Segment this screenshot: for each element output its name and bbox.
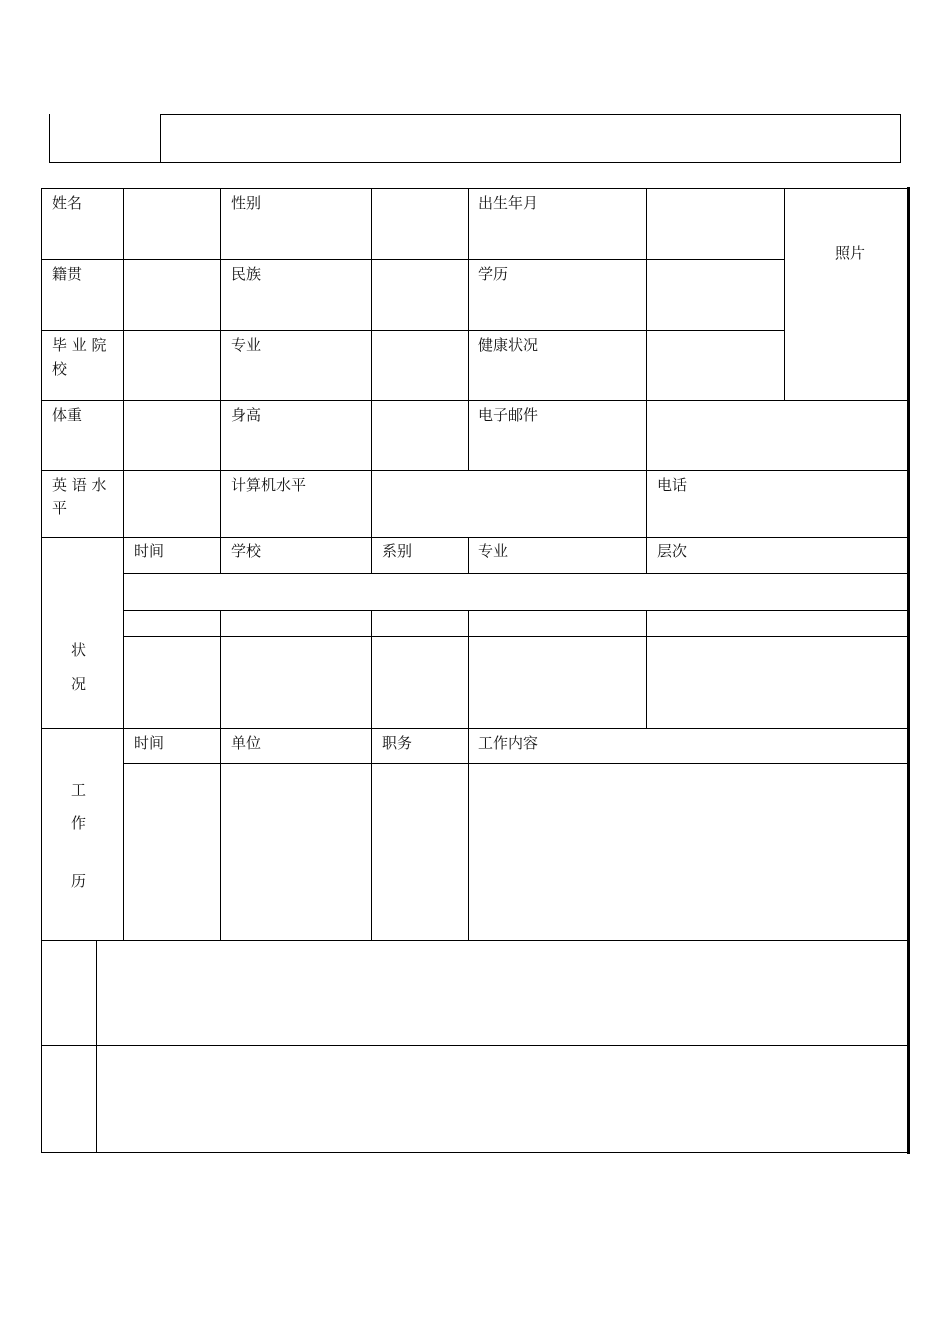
vline-edu-e2 <box>646 610 647 729</box>
work-header-unit: 单位 <box>231 734 262 752</box>
edu-header-level: 层次 <box>657 542 688 560</box>
edu-header-dept: 系别 <box>382 542 413 560</box>
vline-edu-b2 <box>220 610 221 729</box>
label-native-place: 籍贯 <box>52 265 83 283</box>
rule-work-bottom <box>41 940 908 941</box>
vline-edu-d2 <box>468 610 469 729</box>
label-weight: 体重 <box>52 406 83 424</box>
work-header-content: 工作内容 <box>478 734 539 752</box>
header-bottom-border <box>49 162 901 163</box>
label-major: 专业 <box>231 336 262 354</box>
edu-side-label-2: 况 <box>71 675 87 693</box>
header-right-border <box>900 114 901 163</box>
work-side-label-3: 历 <box>71 872 87 890</box>
rule-bottom-sep <box>41 1045 908 1046</box>
vline-edu-a <box>123 537 124 729</box>
edu-header-major: 专业 <box>478 542 509 560</box>
form-bottom-border <box>41 1152 908 1153</box>
label-education: 学历 <box>478 265 509 283</box>
rule-edu-merged <box>123 610 908 611</box>
form-left-border <box>41 188 42 1153</box>
rule-work-header <box>123 763 908 764</box>
vline-work-b <box>220 728 221 941</box>
label-name: 姓名 <box>52 194 83 212</box>
label-ethnicity: 民族 <box>231 265 262 283</box>
vline-row5-c <box>371 470 372 538</box>
header-top-border <box>160 114 901 115</box>
work-header-position: 职务 <box>382 734 413 752</box>
vline-a-top <box>123 188 124 538</box>
vline-photo <box>784 188 785 401</box>
rule-row4 <box>41 470 908 471</box>
edu-header-time: 时间 <box>134 542 165 560</box>
rule-row5 <box>41 537 908 538</box>
label-photo: 照片 <box>835 244 866 262</box>
header-divider <box>160 114 161 163</box>
vline-row5-e <box>646 470 647 538</box>
rule-edu-header <box>123 573 908 574</box>
rule-edu-thin <box>123 636 908 637</box>
vline-work-a <box>123 728 124 941</box>
vline-c-top <box>371 188 372 471</box>
label-health: 健康状况 <box>478 336 539 354</box>
vline-edu-c2 <box>371 610 372 729</box>
rule-row1 <box>41 259 785 260</box>
vline-e-top <box>646 188 647 471</box>
rule-edu-bottom <box>41 728 908 729</box>
label-gender: 性别 <box>231 194 262 212</box>
work-side-label-1: 工 <box>71 781 87 799</box>
edu-side-label-1: 状 <box>71 641 87 659</box>
label-computer-level: 计算机水平 <box>231 476 307 494</box>
work-side-label-2: 作 <box>71 814 87 832</box>
form-top-border <box>41 188 908 189</box>
rule-row2 <box>41 330 785 331</box>
vline-edu-b1 <box>220 537 221 574</box>
vline-edu-c1 <box>371 537 372 574</box>
label-phone: 电话 <box>657 476 688 494</box>
vline-work-c <box>371 728 372 941</box>
vline-work-d <box>468 728 469 941</box>
label-graduate-school-line2: 校 <box>52 360 68 378</box>
label-graduate-school-line1: 毕 业 院 <box>52 336 107 354</box>
vline-d-top <box>468 188 469 471</box>
work-header-time: 时间 <box>134 734 165 752</box>
rule-row3 <box>41 400 908 401</box>
label-height: 身高 <box>231 406 262 424</box>
vline-bottom <box>96 940 97 1153</box>
vline-edu-e1 <box>646 537 647 574</box>
label-birth: 出生年月 <box>478 194 539 212</box>
label-english-line2: 平 <box>52 499 68 517</box>
form-right-border <box>907 187 910 1154</box>
header-left-border <box>49 114 50 163</box>
edu-header-school: 学校 <box>231 542 262 560</box>
vline-edu-d1 <box>468 537 469 574</box>
label-email: 电子邮件 <box>478 406 539 424</box>
vline-b-top <box>220 188 221 538</box>
label-english-line1: 英 语 水 <box>52 476 107 494</box>
